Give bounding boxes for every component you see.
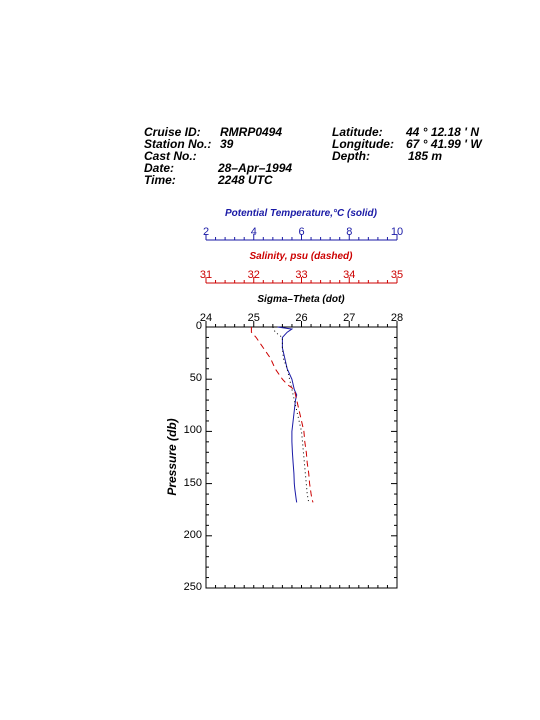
temperature-tick-label: 10 [390,226,404,238]
plot-frame [206,327,397,588]
pressure-tick-label: 200 [183,528,202,541]
salinity-tick-label: 32 [247,269,260,281]
depth-label: Depth: [332,149,370,163]
salinity-tick-label: 31 [199,269,213,281]
temperature-profile-line [278,327,297,502]
salinity-tick-label: 33 [295,269,308,281]
temperature-axis-title: Potential Temperature,°C (solid) [225,208,377,219]
salinity-profile-line [251,327,313,502]
station-no-label: Station No.: [144,137,212,151]
temperature-tick-label: 8 [346,226,353,238]
longitude-label: Longitude: [332,137,394,151]
temperature-tick-label: 6 [298,226,305,238]
sigma-tick-label: 25 [247,312,260,324]
temperature-tick-label: 4 [250,226,257,238]
station-no-value: 39 [220,137,234,151]
time-value: 2248 UTC [218,173,273,187]
pressure-tick-label: 250 [183,581,202,593]
salinity-tick-label: 35 [390,269,404,281]
pressure-tick-label: 150 [183,476,202,489]
latitude-label: Latitude: [332,125,383,139]
sigma-tick-label: 26 [295,312,308,324]
salinity-axis-title: Salinity, psu (dashed) [249,251,353,262]
cruise-id-value: RMRP0494 [220,125,283,139]
sigma-tick-label: 27 [343,312,356,324]
pressure-tick-label: 100 [183,424,202,437]
date-value: 28–Apr–1994 [218,161,293,175]
cruise-id-label: Cruise ID: [144,125,201,139]
salinity-tick-label: 34 [343,269,356,281]
sigma-profile-line [273,327,309,502]
series-layer [251,327,313,502]
latitude-value: 44 ° 12.18 ' N [406,125,480,139]
pressure-tick-label: 50 [189,372,202,385]
sigma-axis-title: Sigma–Theta (dot) [257,294,345,305]
pressure-axis-label: Pressure (db) [165,418,179,496]
depth-value: 185 m [408,149,443,163]
sigma-tick-label: 28 [390,312,404,324]
cast-no-label: Cast No.: [144,149,197,163]
longitude-value: 67 ° 41.99 ' W [406,137,482,151]
axes-layer [206,234,397,588]
pressure-tick-label: 0 [195,320,202,332]
sigma-tick-label: 24 [199,312,213,324]
date-label: Date: [144,161,175,175]
time-label: Time: [144,173,176,187]
temperature-tick-label: 2 [202,226,210,238]
